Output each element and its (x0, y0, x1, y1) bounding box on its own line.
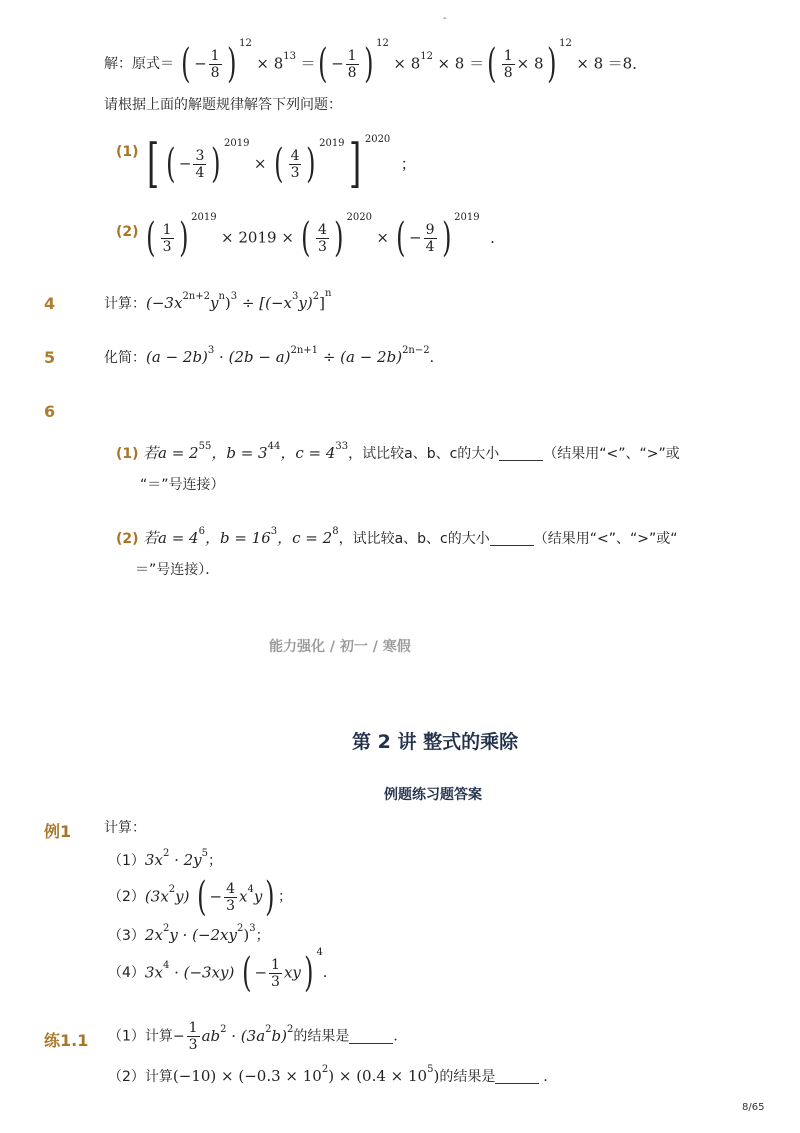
expr: (3x (144, 887, 169, 906)
exponent: 2020 (364, 134, 391, 145)
exponent: n (218, 291, 225, 302)
part-label: (1) (116, 446, 139, 462)
exponent: 2 (168, 884, 176, 895)
times: × 8 (393, 54, 421, 73)
paren: ) (334, 215, 344, 261)
numerator: 9 (425, 221, 435, 238)
example-item-2 (108, 874, 292, 920)
denominator: 3 (290, 164, 300, 181)
fraction (424, 222, 437, 255)
q5-p2: (2b − a) (228, 348, 291, 366)
semicolon: ； (208, 853, 223, 869)
numerator: 4 (226, 880, 236, 897)
exponent: 3 (292, 291, 299, 302)
denominator: 4 (425, 238, 435, 255)
bracket: ] (348, 134, 361, 194)
semicolon: ； (400, 154, 416, 173)
exponent: 12 (239, 38, 252, 49)
expr: · 2y (169, 851, 202, 869)
numerator: 1 (347, 47, 357, 64)
denominator: 3 (317, 238, 327, 255)
exponent: 3 (249, 923, 256, 934)
exponent: 3 (270, 526, 278, 537)
item-number: （2） (108, 889, 145, 905)
q6-part1-line2: “＝”号连接） (140, 477, 225, 493)
period: ． (393, 1028, 408, 1045)
times: × 2019 × (221, 228, 294, 247)
exponent: 3 (207, 345, 215, 356)
result: ＝8． (607, 54, 648, 73)
times: × 8 ＝ (437, 54, 485, 73)
question-number: 6 (44, 402, 56, 421)
numerator: 3 (195, 147, 205, 164)
item-number: （4） (108, 965, 145, 981)
running-footer-title: 能力强化 / 初一 / 寒假 (269, 639, 411, 655)
answer-blank[interactable] (495, 1069, 539, 1084)
times: × (253, 154, 267, 173)
times: × 8 (256, 54, 284, 73)
denominator: 8 (347, 64, 357, 81)
exponent: 2 (162, 923, 170, 934)
divide: ÷ (318, 348, 341, 366)
numerator: 4 (317, 221, 327, 238)
q4-var: y (209, 294, 219, 312)
numerator: 4 (290, 147, 300, 164)
q6-b: ，b = 16 (204, 529, 271, 547)
page-number: 8/65 (742, 1102, 765, 1113)
exponent: 2019 (319, 138, 345, 149)
semicolon: ； (255, 928, 270, 944)
paren: ( (181, 41, 191, 87)
exponent: 8 (332, 526, 339, 537)
expr: b) (271, 1027, 287, 1045)
q4-expr: (−3x (146, 294, 183, 312)
paren: ) (363, 41, 374, 87)
exponent: 3 (230, 291, 238, 302)
expr: xy (283, 963, 301, 982)
fraction (269, 957, 282, 990)
exponent: 44 (267, 441, 281, 452)
q6-c: ，c = 4 (280, 444, 336, 462)
denominator: 8 (210, 64, 220, 81)
paren: ( (197, 874, 207, 920)
period: ． (322, 965, 337, 981)
q6-b: ，b = 3 (211, 444, 268, 462)
exponent: 12 (559, 38, 572, 49)
item-number: （1） (108, 1028, 145, 1045)
expr: (−10) × (−0.3 × 10 (172, 1067, 322, 1085)
q6-tail: （结果用“<”、“>”或“ (533, 531, 678, 547)
expr: 3x (144, 963, 163, 982)
exponent: n (324, 288, 332, 299)
item-number: （1） (108, 853, 145, 869)
expr: ab (201, 1027, 221, 1045)
neg-sign: − (178, 154, 192, 173)
example-item-3 (108, 923, 270, 944)
q4-bracket-close: ] (319, 294, 325, 312)
q6-part1-line1 (116, 441, 680, 462)
expr: ) × (0.4 × 10 (328, 1067, 428, 1085)
fraction (161, 222, 174, 255)
numerator: 1 (188, 1020, 198, 1036)
denominator: 3 (226, 897, 236, 914)
paren: ( (318, 41, 328, 87)
denominator: 4 (195, 164, 205, 181)
item-number: （2） (108, 1069, 145, 1085)
neg-sign: − (331, 54, 344, 73)
exponent: 5 (201, 848, 209, 859)
exponent: 2019 (191, 212, 217, 223)
denominator: 8 (503, 64, 513, 81)
example-item-4 (108, 947, 337, 997)
expr: 2x (144, 926, 163, 944)
neg-sign: − (194, 54, 207, 73)
paren: ( (274, 141, 284, 187)
paren: ) (211, 141, 221, 187)
exponent: 13 (283, 51, 296, 62)
q6-rest: ，试比较a、b、c的大小 (348, 446, 500, 462)
exponent: 2 (287, 1023, 294, 1035)
exponent: 2 (312, 291, 320, 302)
numerator: 1 (503, 47, 513, 64)
fraction (502, 48, 515, 81)
paren: ) (265, 874, 275, 920)
result-text: 的结果是 (439, 1069, 496, 1085)
exponent: 2 (220, 1023, 227, 1035)
paren: ( (166, 141, 176, 187)
q4-bracket: [(−x (259, 294, 292, 312)
times: × 8 (576, 54, 604, 73)
expr: ) (243, 926, 250, 944)
q5-line (104, 345, 444, 366)
numerator: 1 (162, 221, 172, 238)
q3-part2 (116, 212, 495, 264)
expr: ) (433, 1067, 440, 1085)
question-number: 5 (44, 348, 56, 367)
answer-blank[interactable] (349, 1029, 393, 1044)
exponent: 2020 (346, 212, 372, 223)
bracket: [ (147, 134, 160, 194)
paren: ) (546, 41, 557, 87)
expr: y · (−2xy (169, 926, 237, 944)
paren: ( (487, 41, 497, 87)
exponent: 33 (335, 441, 349, 452)
exponent: 2019 (224, 138, 250, 149)
exponent: 12 (376, 38, 389, 49)
example-item-1 (108, 848, 223, 869)
item-number: （3） (108, 928, 145, 944)
answer-blank[interactable] (499, 446, 543, 461)
q6-a: 若a = 4 (143, 529, 199, 547)
part-label: (1) (116, 144, 139, 160)
lecture-title: 第 2 讲 整式的乘除 (352, 731, 519, 753)
paren: ) (306, 141, 316, 187)
top-mark: - (443, 13, 447, 24)
exponent: 4 (247, 884, 254, 895)
expr: y) (175, 887, 190, 906)
practice-item-1 (108, 1020, 407, 1060)
instruction-text: 请根据上面的解题规律解答下列问题： (104, 97, 342, 113)
neg-sign: − (409, 228, 422, 247)
q4-prefix: 计算： (104, 296, 146, 312)
paren: ) (226, 41, 237, 87)
q6-part2-line2: ＝”号连接）． (135, 562, 220, 578)
semicolon: ； (277, 889, 292, 905)
exponent: 5 (427, 1064, 434, 1075)
fraction (346, 48, 359, 81)
exponent: 2 (237, 923, 244, 934)
q6-c: ，c = 2 (277, 529, 333, 547)
paren: ) (441, 215, 452, 261)
q5-p3: (a − 2b) (340, 348, 403, 366)
expr: y (253, 887, 263, 906)
exponent: 2 (321, 1064, 329, 1075)
numerator: 1 (210, 47, 220, 64)
question-number: 4 (44, 294, 56, 313)
exponent: 2n−2 (402, 345, 430, 356)
period: ． (543, 1069, 558, 1085)
section-title: 例题练习题答案 (384, 787, 482, 803)
q5-prefix: 化简： (104, 350, 146, 366)
exponent: 2 (162, 848, 170, 859)
fraction (224, 881, 237, 914)
exponent: 4 (162, 960, 170, 971)
exponent: 2 (265, 1023, 272, 1035)
q4-bracket-mid: y) (298, 294, 313, 312)
dot: · (214, 348, 229, 366)
paren: ( (241, 950, 252, 996)
exponent: 12 (420, 51, 433, 62)
fraction (316, 222, 329, 255)
exponent: 2019 (454, 212, 480, 223)
answer-blank[interactable] (490, 531, 534, 546)
practice-item-2 (108, 1064, 558, 1085)
equals: ＝ (300, 54, 316, 73)
practice-label: 练1.1 (44, 1031, 89, 1050)
paren: ( (146, 215, 156, 261)
solution-line (104, 38, 648, 87)
numerator: 1 (271, 956, 280, 973)
q6-rest: ，试比较a、b、c的大小 (338, 531, 490, 547)
expr: · (−3xy) (169, 963, 235, 982)
neg-sign: − (209, 887, 223, 906)
q4-close: ) (224, 294, 231, 312)
q5-p1: (a − 2b) (146, 348, 208, 366)
exponent: 2n+1 (290, 345, 319, 356)
exponent: 4 (316, 947, 323, 958)
paren: ( (301, 215, 311, 261)
period: ． (429, 350, 444, 366)
exponent: 6 (198, 526, 205, 537)
fraction (289, 148, 302, 181)
paren: ) (303, 950, 314, 996)
practice-prefix: 计算 (144, 1069, 173, 1085)
part-label: (2) (116, 531, 139, 547)
denominator: 3 (188, 1037, 198, 1053)
times: × 8 (516, 54, 544, 73)
expr: 3x (144, 851, 163, 869)
example-prompt: 计算： (104, 820, 146, 836)
expr: x (239, 887, 248, 906)
example-label: 例1 (44, 822, 72, 841)
part-label: (2) (116, 224, 139, 240)
q6-tail: （结果用“<”、“>”或 (543, 446, 680, 462)
q6-part2-line1 (116, 526, 678, 547)
fraction (187, 1020, 200, 1053)
exponent: 55 (198, 441, 212, 452)
period: . (490, 228, 495, 247)
times: × (376, 228, 389, 247)
divide: ÷ (237, 294, 260, 312)
exponent: 2n+2 (182, 291, 210, 302)
q4-line (104, 288, 332, 312)
fraction (193, 148, 206, 181)
solution-prefix: 解：原式＝ (104, 56, 174, 72)
practice-prefix: 计算− (144, 1028, 185, 1045)
fraction (209, 48, 222, 81)
paren: ( (396, 215, 406, 261)
expr: · (3a (226, 1027, 266, 1045)
paren: ) (178, 215, 189, 261)
result-text: 的结果是 (293, 1028, 350, 1045)
q3-part1 (116, 134, 416, 194)
denominator: 3 (271, 973, 280, 990)
q6-a: 若a = 2 (143, 444, 199, 462)
denominator: 3 (162, 238, 172, 255)
neg-sign: − (254, 963, 268, 982)
